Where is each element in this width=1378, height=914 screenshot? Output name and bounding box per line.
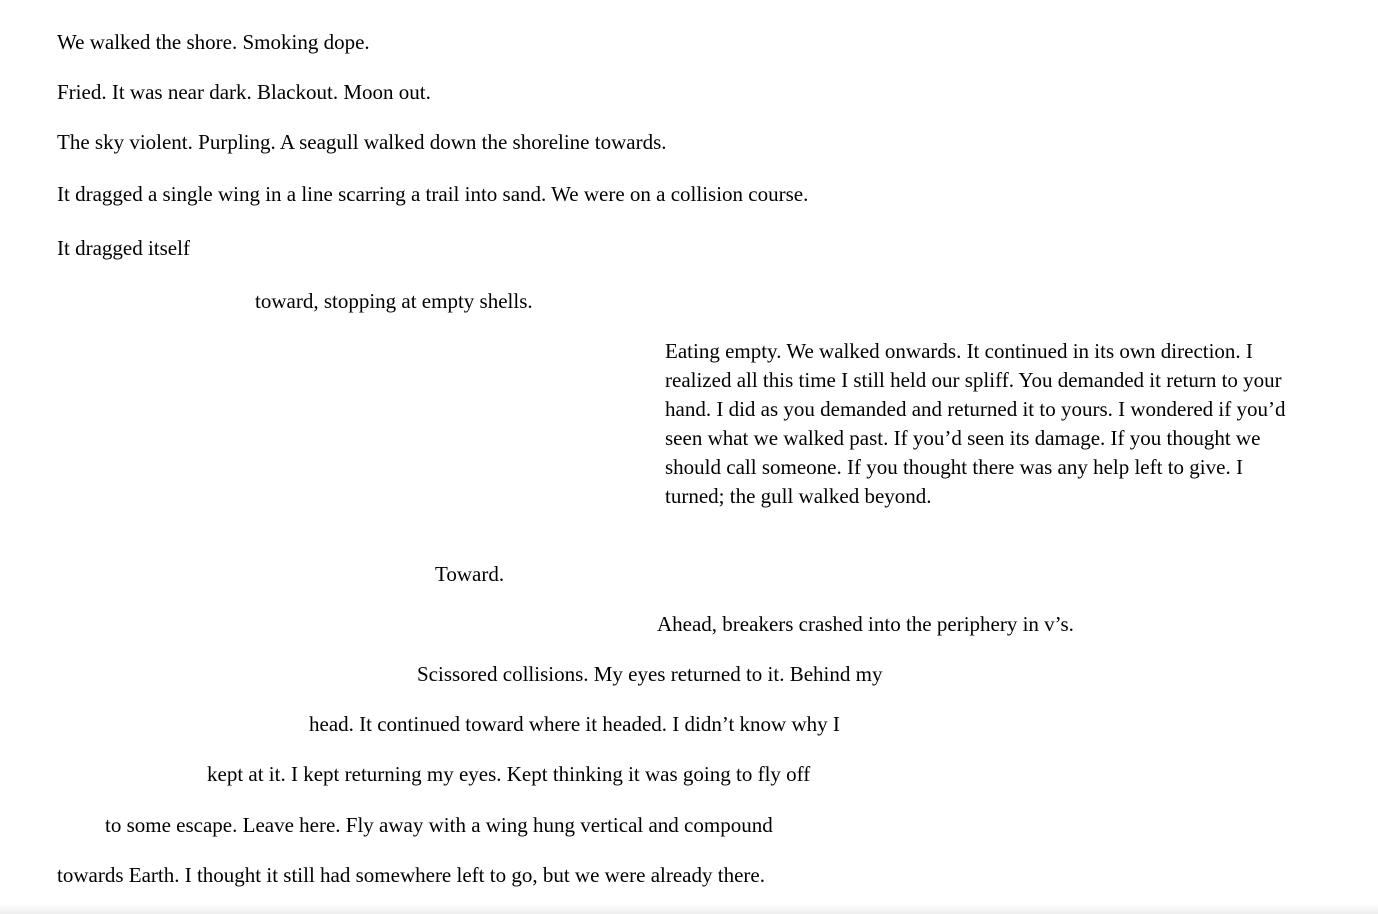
poem-line-6: toward, stopping at empty shells. xyxy=(255,289,533,313)
poem-line-8: Toward. xyxy=(435,562,505,586)
poem-line-10: Scissored collisions. My eyes returned to it. Behind my xyxy=(417,662,883,686)
poem-line-4: It dragged a single wing in a line scarring a trail into sand. We were on a collision course. xyxy=(57,182,809,206)
poem-line-12: kept at it. I kept returning my eyes. Kept thinking it was going to fly off xyxy=(207,762,811,786)
poem-line-3: The sky violent. Purpling. A seagull walked down the shoreline towards. xyxy=(57,130,667,154)
poem-line-9: Ahead, breakers crashed into the periphery in v’s. xyxy=(657,612,1074,636)
poem-line-5: It dragged itself xyxy=(57,236,190,260)
bottom-edge-shade xyxy=(0,904,1378,914)
poem-line-1: We walked the shore. Smoking dope. xyxy=(57,30,370,54)
poem-line-14: towards Earth. I thought it still had somewhere left to go, but we were already there. xyxy=(57,863,765,887)
poem-line-11: head. It continued toward where it headed. I didn’t know why I xyxy=(309,712,840,736)
poem-line-13: to some escape. Leave here. Fly away with a wing hung vertical and compound xyxy=(105,813,773,837)
poem-block-paragraph: Eating empty. We walked onwards. It continued in its own direction. I realized all this time I still held our spliff. You demanded it return to your hand. I did as you demanded and returned it to yours. I wondered if you’d seen what we walked past. If you’d seen its damage. If you thought we should call someone. If you thought there was any help left to give. I turned; the gull walked beyond. xyxy=(665,339,1286,508)
poem-line-2: Fried. It was near dark. Blackout. Moon out. xyxy=(57,80,431,104)
